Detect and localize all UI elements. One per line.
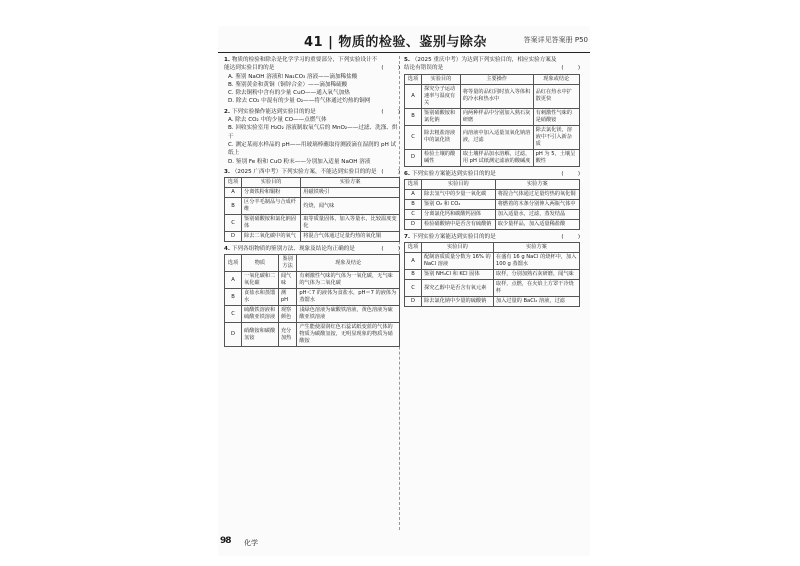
table-cell: B	[405, 108, 422, 125]
table-cell: 取等质量固体，加入等量水，比较温度变化	[301, 215, 400, 232]
table-header-row	[225, 178, 400, 188]
question-stem	[224, 245, 400, 253]
table-cell: B	[405, 270, 422, 280]
table-cell: 分离铁粉和铜粉	[242, 188, 301, 198]
table-row	[225, 198, 400, 215]
header-cell: 实验目的	[422, 74, 461, 84]
header-cell: 选项	[225, 255, 242, 272]
question-3-table	[224, 177, 400, 242]
header-cell: 现象及结论	[297, 255, 400, 272]
table-cell: C	[225, 215, 242, 232]
question-text: 下列实验方案能达到实验目的的是	[411, 233, 496, 240]
table-cell: pH 为 5，土壤呈酸性	[533, 149, 579, 166]
table-header-row	[405, 179, 580, 189]
table-cell: 将燃着的木条分别伸入两瓶气体中	[495, 199, 579, 209]
header-cell: 实验目的	[422, 179, 496, 189]
table-cell: 品红在热水中扩散更快	[533, 84, 579, 108]
table-cell: B	[405, 199, 422, 209]
table-cell: 将混合气体通过足量灼热的氧化铜	[301, 232, 400, 242]
question-3	[224, 168, 400, 242]
question-stem	[224, 56, 400, 73]
table-cell: 向溶液中加入适量氢氧化钠溶液，过滤	[460, 125, 533, 149]
table-cell: D	[405, 297, 422, 307]
question-number: 7.	[404, 233, 411, 240]
table-row	[405, 199, 580, 209]
table-header-row	[405, 243, 580, 253]
header-cell: 实验方案	[495, 179, 579, 189]
table-cell: 除去二氧化碳中的氧气	[242, 232, 301, 242]
question-number: 4.	[224, 246, 231, 253]
table-header-row	[405, 74, 580, 84]
table-cell: 硝酸铵和碳酸氢铵	[242, 323, 279, 347]
table-row	[405, 219, 580, 229]
answer-bracket: ( )	[561, 170, 580, 177]
option-b: B. 回收实验室用 H₂O₂ 溶液制取氧气后的 MnO₂——过滤、洗涤、烘干	[228, 125, 398, 140]
table-cell: 探究乙醇中是否含有氧元素	[422, 280, 494, 297]
table-cell: 检验硝酸钠中是否含有硫酸钠	[422, 219, 496, 229]
table-cell: C	[405, 280, 422, 297]
table-cell: C	[225, 306, 242, 323]
table-cell: 鉴别 O₂ 和 CO₂	[422, 199, 496, 209]
header-cell: 实验目的	[242, 178, 301, 188]
table-cell: D	[225, 323, 242, 347]
option-a: A. 除去 CO₂ 中的少量 CO——点燃气体	[228, 117, 327, 124]
table-cell: 在盛有 16 g NaCl 的烧杯中，加入 100 g 蒸馏水	[493, 253, 579, 270]
question-number: 5.	[404, 57, 411, 63]
table-cell: A	[405, 253, 422, 270]
question-stem	[404, 170, 580, 178]
page-footer	[218, 536, 590, 552]
table-row	[225, 188, 400, 198]
table-cell: 鉴别硝酸铵和氯化钠	[422, 108, 461, 125]
header-cell: 物质	[242, 255, 279, 272]
question-5	[404, 56, 580, 167]
table-cell: 鉴别硝酸铵和氯化钠固体	[242, 215, 301, 232]
table-cell: pH＜7 的液体为食盐水，pH＝7 的液体为蒸馏水	[297, 289, 400, 306]
table-cell: 除去氯化钠中少量的硫酸钠	[422, 297, 494, 307]
question-5-table	[404, 74, 580, 167]
page-number: 98	[220, 536, 231, 546]
table-row	[405, 84, 580, 108]
question-number: 1.	[224, 57, 231, 63]
subject-label: 化学	[244, 539, 258, 547]
table-row	[405, 189, 580, 199]
worksheet-page	[218, 26, 590, 556]
left-column	[224, 56, 400, 350]
table-row	[405, 270, 580, 280]
question-7-table	[404, 242, 580, 307]
table-row	[225, 215, 400, 232]
table-cell: D	[225, 232, 242, 242]
question-text: 物质的检验和除杂是化学学习的重要部分，下列实验设计不能达到实验目的的是	[224, 57, 378, 72]
table-cell: 配制溶质质量分数为 16% 的 NaCl 溶液	[422, 253, 494, 270]
question-stem	[404, 56, 580, 73]
table-cell: 观察颜色	[278, 306, 297, 323]
table-cell: 硫酸铁溶液和硫酸亚铁溶液	[242, 306, 279, 323]
table-cell: A	[225, 272, 242, 289]
header-cell: 实验目的	[422, 243, 494, 253]
right-column	[404, 56, 580, 310]
table-row	[405, 209, 580, 219]
header-cell: 选项	[405, 243, 422, 253]
question-stem	[404, 233, 580, 241]
table-cell: D	[405, 149, 422, 166]
question-text: （2025 重庆中考）为达到下列实验目的，相应实验方案及结论有错误的是	[404, 57, 557, 72]
question-text: （2025 广西中考）下列实验方案，不能达到实验目的的是	[231, 168, 377, 175]
table-cell: 加入适量水，过滤，蒸发结晶	[495, 209, 579, 219]
option-d: D. 鉴别 Fe 粉和 CuO 粉末——分别加入适量 NaOH 溶液	[228, 158, 371, 165]
header-cell: 主要操作	[460, 74, 533, 84]
table-cell: 检验土壤的酸碱性	[422, 149, 461, 166]
question-text: 下列实验方案能达到实验目的的是	[411, 170, 496, 177]
answer-bracket: ( )	[561, 65, 580, 72]
table-cell: B	[225, 198, 242, 215]
table-cell: 加入过量的 BaCl₂ 溶液，过滤	[493, 297, 579, 307]
table-row	[405, 297, 580, 307]
table-cell: 充分加热	[278, 323, 297, 347]
answer-bracket: ( )	[381, 246, 400, 253]
table-cell: 区分羊毛制品与合成纤维	[242, 198, 301, 215]
table-cell: 除去粗盐溶液中的氯化镁	[422, 125, 461, 149]
table-cell: 向两种样品中分别加入熟石灰研磨	[460, 108, 533, 125]
option-d: D. 除去 CO₂ 中混有的少量 O₂——将气体通过灼热的铜网	[228, 98, 371, 105]
table-cell: B	[225, 289, 242, 306]
question-6-table	[404, 179, 580, 230]
option-b: B. 鉴别黄金和黄铜（铜锌合金）——滴加稀硫酸	[228, 81, 348, 88]
header-cell: 选项	[225, 178, 242, 188]
table-cell: 闻气味	[278, 272, 297, 289]
table-row	[405, 125, 580, 149]
table-row	[225, 272, 400, 289]
table-row	[405, 280, 580, 297]
table-cell: C	[405, 125, 422, 149]
table-cell: 测 pH	[278, 289, 297, 306]
table-cell: 探究分子运动速率与温度有关	[422, 84, 461, 108]
answer-bracket: ( )	[381, 108, 400, 115]
table-row	[405, 149, 580, 166]
table-cell: 食盐水和蒸馏水	[242, 289, 279, 306]
table-cell: 取少量样品，加入适量稀盐酸	[495, 219, 579, 229]
question-2	[224, 108, 400, 166]
answer-bracket: ( )	[561, 233, 580, 240]
table-cell: 一氧化碳和二氧化碳	[242, 272, 279, 289]
table-cell: 分离氯化钙和碳酸钙固体	[422, 209, 496, 219]
table-cell: 产生能使湿润红色石蕊试纸变蓝的气体的物质为碳酸氢铵，无明显现象的物质为硝酸铵	[297, 323, 400, 347]
table-cell: A	[225, 188, 242, 198]
header-cell: 实验方案	[301, 178, 400, 188]
table-cell: 除去氯化镁，溶液中不引入新杂质	[533, 125, 579, 149]
header-cell: 选项	[405, 179, 422, 189]
table-cell: D	[405, 219, 422, 229]
question-text: 下列各组物质的鉴别方法、现象及结论均正确的是	[231, 246, 355, 253]
table-cell: 除去氢气中的少量一氧化碳	[422, 189, 496, 199]
table-cell: 有刺激性气味的气体为一氧化碳，无气味的气体为二氧化碳	[297, 272, 400, 289]
question-number: 3.	[224, 168, 231, 175]
table-row	[225, 232, 400, 242]
page-header	[218, 30, 590, 53]
question-4-table	[224, 254, 400, 347]
table-row	[405, 253, 580, 270]
table-cell: C	[405, 209, 422, 219]
table-cell: A	[405, 189, 422, 199]
table-cell: 鉴别 NH₄Cl 和 KCl 固体	[422, 270, 494, 280]
page-title: 41 | 物质的检验、鉴别与除杂	[304, 35, 487, 50]
header-cell: 现象或结论	[533, 74, 579, 84]
option-a: A. 鉴别 NaOH 溶液和 Na₂CO₃ 溶液——滴加稀盐酸	[228, 73, 358, 80]
table-cell: A	[405, 84, 422, 108]
header-cell: 选项	[405, 74, 422, 84]
table-row	[225, 289, 400, 306]
question-4	[224, 245, 400, 347]
table-cell: 浅绿色溶液为硫酸铁溶液，黄色溶液为硫酸亚铁溶液	[297, 306, 400, 323]
header-cell: 实验方案	[493, 243, 579, 253]
table-row	[405, 108, 580, 125]
table-cell: 灼烧，闻气味	[301, 198, 400, 215]
header-cell: 鉴别方法	[278, 255, 297, 272]
table-row	[225, 323, 400, 347]
question-1	[224, 56, 400, 106]
question-number: 6.	[404, 170, 411, 177]
answer-bracket: ( )	[381, 168, 400, 175]
question-number: 2.	[224, 108, 231, 115]
table-cell: 取样，分别加熟石灰研磨，闻气味	[493, 270, 579, 280]
table-header-row	[225, 255, 400, 272]
table-cell: 将混合气体通过足量灼热的氧化铜	[495, 189, 579, 199]
question-7	[404, 233, 580, 307]
question-stem	[224, 108, 400, 116]
table-cell: 将等量的品红同时放入等体积的冷水和热水中	[460, 84, 533, 108]
table-cell: 取土壤样品加水溶解，过滤，用 pH 试纸测定滤液的酸碱度	[460, 149, 533, 166]
option-c: C. 除去铜粉中含有的少量 CuO——通入氧气加热	[228, 90, 350, 97]
option-c: C. 测定某雨水样品的 pH——用玻璃棒蘸取待测液滴在湿润的 pH 试纸上	[228, 141, 397, 157]
question-6	[404, 170, 580, 230]
question-text: 下列实验操作能达到实验目的的是	[231, 108, 316, 115]
table-cell: 取样，点燃，在火焰上方罩干冷烧杯	[493, 280, 579, 297]
table-cell: 用磁铁吸引	[301, 188, 400, 198]
answer-bracket: ( )	[381, 65, 400, 72]
answer-reference: 答案详见答案册 P50	[523, 36, 588, 44]
question-stem	[224, 168, 400, 176]
table-cell: 有刺激性气味的是硝酸铵	[533, 108, 579, 125]
table-row	[225, 306, 400, 323]
